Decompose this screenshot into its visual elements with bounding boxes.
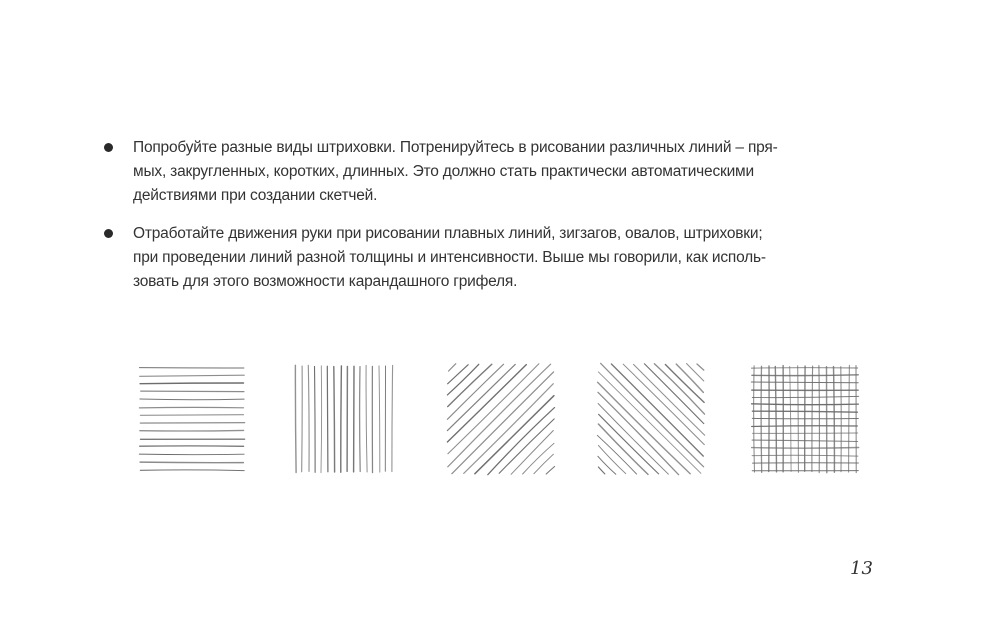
bullet-list bbox=[104, 136, 874, 294]
pencil-stroke bbox=[308, 365, 309, 471]
pencil-stroke bbox=[834, 367, 835, 473]
paragraph-line: действиями при создании скетчей. bbox=[133, 187, 378, 204]
pencil-stroke bbox=[598, 456, 616, 474]
pencil-stroke bbox=[761, 366, 762, 472]
pencil-stroke bbox=[448, 365, 469, 384]
pencil-stroke bbox=[379, 366, 380, 472]
pencil-stroke bbox=[140, 399, 244, 400]
pencil-stroke bbox=[141, 391, 244, 392]
pencil-stroke bbox=[511, 431, 553, 475]
pencil-stroke bbox=[819, 366, 820, 473]
pencil-stroke bbox=[598, 424, 648, 474]
hatching-examples bbox=[0, 362, 1000, 482]
pencil-stroke bbox=[315, 366, 316, 472]
vertical-hatching-illustration bbox=[292, 362, 396, 476]
pencil-stroke bbox=[140, 415, 243, 416]
pencil-stroke bbox=[499, 419, 554, 473]
pencil-stroke bbox=[601, 363, 704, 467]
pencil-stroke bbox=[598, 392, 679, 474]
pencil-stroke bbox=[449, 364, 456, 371]
pencil-stroke bbox=[598, 404, 668, 475]
pencil-stroke bbox=[597, 435, 636, 474]
pencil-stroke bbox=[140, 430, 244, 431]
diagonal-right-hatching-illustration bbox=[446, 362, 556, 476]
pencil-stroke bbox=[687, 364, 704, 382]
pencil-stroke bbox=[598, 372, 701, 473]
pencil-stroke bbox=[139, 454, 244, 455]
pencil-stroke bbox=[139, 407, 243, 408]
bullet-item bbox=[104, 222, 874, 294]
pencil-stroke bbox=[321, 366, 322, 473]
pencil-stroke bbox=[448, 364, 539, 454]
pencil-stroke bbox=[488, 408, 555, 475]
pencil-stroke bbox=[798, 366, 799, 473]
pencil-stroke bbox=[654, 364, 704, 414]
diagonal-left-hatching-illustration bbox=[596, 362, 706, 476]
pencil-stroke bbox=[295, 365, 296, 472]
pencil-stroke bbox=[334, 367, 335, 472]
pencil-stroke bbox=[341, 366, 342, 472]
bullet-dot-icon bbox=[104, 229, 113, 238]
page-number: 13 bbox=[850, 558, 873, 579]
pencil-stroke bbox=[634, 364, 705, 435]
paragraph-line: мых, закругленных, коротких, длинных. Это должно стать практически автоматическими bbox=[133, 163, 754, 180]
pencil-stroke bbox=[360, 367, 361, 472]
pencil-stroke bbox=[327, 366, 328, 472]
pencil-stroke bbox=[697, 364, 704, 370]
paragraph-line: Отработайте движения руки при рисовании плавных линий, зигзагов, овалов, штриховки; bbox=[133, 225, 763, 242]
pencil-stroke bbox=[448, 364, 492, 406]
pencil-stroke bbox=[623, 364, 704, 444]
pencil-stroke bbox=[475, 396, 554, 474]
pencil-stroke bbox=[464, 384, 554, 474]
paragraph-line: Попробуйте разные виды штриховки. Потренируйтесь в рисовании различных линий – пря- bbox=[133, 139, 778, 156]
pencil-stroke bbox=[392, 365, 393, 471]
crosshatch-illustration bbox=[750, 362, 860, 476]
pencil-stroke bbox=[447, 365, 526, 442]
bullet-item bbox=[104, 136, 874, 208]
pencil-stroke bbox=[665, 365, 704, 403]
pencil-stroke bbox=[140, 470, 244, 471]
paragraph-line: при проведении линий разной толщины и интенсивности. Выше мы говорили, как исполь- bbox=[133, 249, 766, 266]
horizontal-hatching-illustration bbox=[138, 362, 246, 476]
pencil-stroke bbox=[366, 365, 367, 472]
bullet-dot-icon bbox=[104, 143, 113, 152]
pencil-stroke bbox=[140, 375, 245, 376]
pencil-stroke bbox=[447, 364, 503, 419]
paragraph-line: зовать для этого возможности карандашного грифеля. bbox=[133, 273, 518, 290]
pencil-stroke bbox=[598, 467, 604, 474]
pencil-stroke bbox=[546, 467, 554, 475]
pencil-stroke bbox=[140, 383, 243, 384]
pencil-stroke bbox=[140, 462, 243, 463]
